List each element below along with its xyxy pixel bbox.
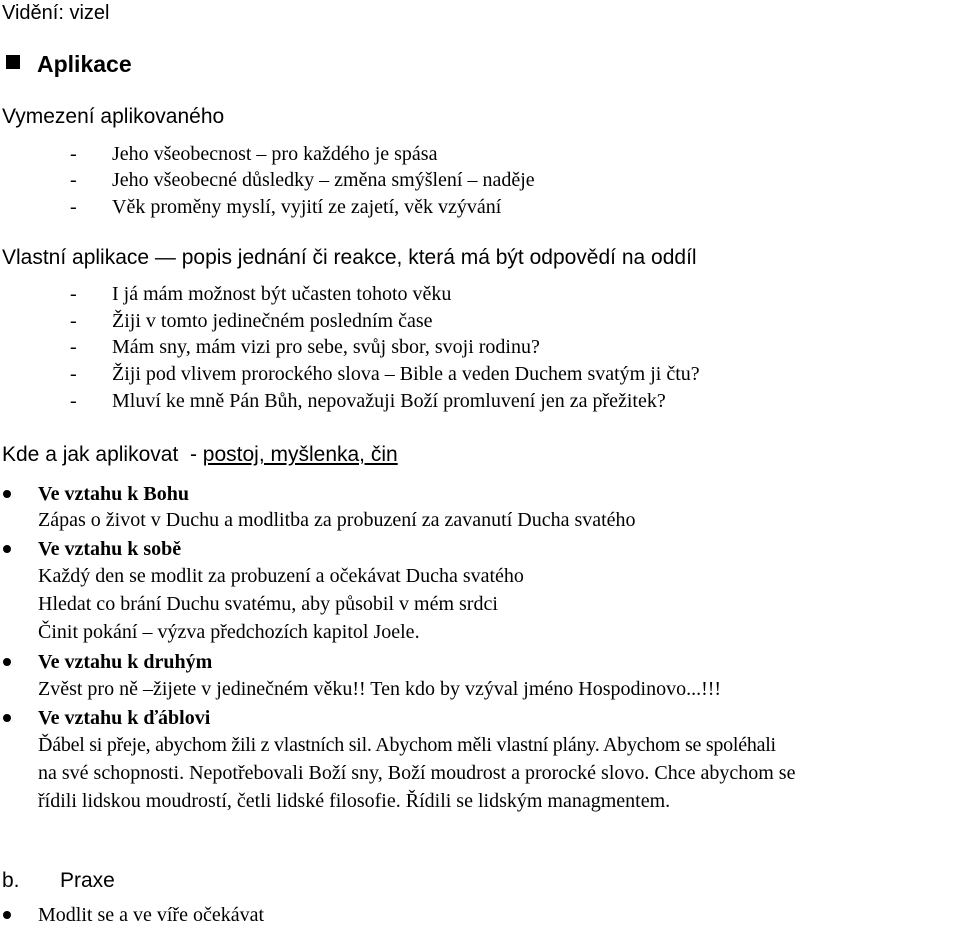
praxe-title: Praxe	[60, 869, 115, 892]
list-item-text: I já mám možnost být učasten tohoto věku	[112, 283, 452, 305]
list-item-text: Mám sny, mám vizi pro sebe, svůj sbor, svoji rodinu?	[112, 336, 540, 358]
dash-bullet: -	[70, 390, 77, 412]
bullet-icon	[3, 911, 11, 919]
list-item	[0, 335, 960, 359]
list-item-text: Jeho všeobecnost – pro každého je spása	[112, 143, 438, 165]
dash-bullet: -	[70, 169, 77, 191]
group-line: Činit pokání – výzva předchozích kapitol Joele.	[38, 621, 420, 643]
square-bullet-icon	[6, 55, 20, 69]
list-item	[0, 282, 960, 306]
dash-bullet: -	[70, 336, 77, 358]
group-line: Každý den se modlit za probuzení a očekávat Ducha svatého	[38, 565, 524, 587]
kde-heading	[2, 442, 398, 468]
group-line: Ďábel si přeje, abychom žili z vlastních sil. Abychom měli vlastní plány. Abychom se spoléhali	[38, 734, 776, 756]
bullet-icon	[3, 714, 11, 722]
vymezeni-heading: Vymezení aplikovaného	[2, 105, 225, 128]
group-title: Ve vztahu k druhým	[38, 651, 213, 673]
kde-heading-underlined: postoj, myšlenka, čin	[202, 443, 398, 466]
kde-heading-plain: Kde a jak aplikovat -	[2, 443, 203, 466]
list-item	[0, 309, 960, 333]
dash-bullet: -	[70, 143, 77, 165]
list-item	[0, 195, 960, 219]
list-item-text: Žiji pod vlivem prorockého slova – Bible a veden Duchem svatým ji čtu?	[112, 363, 700, 385]
group-title: Ve vztahu k Bohu	[38, 483, 189, 505]
group-line: Hledat co brání Duchu svatému, aby působil v mém srdci	[38, 593, 498, 615]
list-item	[0, 389, 960, 413]
vlastni-heading: Vlastní aplikace — popis jednání či reakce, která má být odpovědí na oddíl	[2, 246, 697, 269]
dash-bullet: -	[70, 310, 77, 332]
list-item-text: Jeho všeobecné důsledky – změna smýšlení – naděje	[112, 169, 535, 191]
list-item	[0, 142, 960, 166]
list-item-text: Mluví ke mně Pán Bůh, nepovažuji Boží promluvení jen za přežitek?	[112, 390, 666, 412]
list-item	[0, 168, 960, 192]
group-title: Ve vztahu k ďáblovi	[38, 707, 211, 729]
list-item-text: Žiji v tomto jedinečném posledním čase	[112, 310, 433, 332]
praxe-label: b.	[2, 869, 20, 892]
bullet-icon	[3, 490, 11, 498]
bullet-icon	[3, 545, 11, 553]
group-line: na své schopnosti. Nepotřebovali Boží sny, Boží moudrost a prorocké slovo. Chce abychom se	[38, 762, 796, 784]
dash-bullet: -	[70, 196, 77, 218]
group-line: Zápas o život v Duchu a modlitba za probuzení za zavanutí Ducha svatého	[38, 509, 636, 531]
dash-bullet: -	[70, 283, 77, 305]
section-title: Aplikace	[37, 51, 132, 77]
dash-bullet: -	[70, 363, 77, 385]
list-item-text: Věk proměny myslí, vyjití ze zajetí, věk vzývání	[112, 196, 502, 218]
bullet-icon	[3, 658, 11, 666]
group-line: Zvěst pro ně –žijete v jedinečném věku!! Ten kdo by vzýval jméno Hospodinovo...!!!	[38, 678, 722, 700]
praxe-item: Modlit se a ve víře očekávat	[38, 904, 265, 926]
list-item	[0, 362, 960, 386]
page-header: Vidění: vizel	[2, 2, 110, 24]
group-title: Ve vztahu k sobě	[38, 538, 182, 560]
group-line: řídili lidskou moudrostí, četli lidské filosofie. Řídili se lidským managmentem.	[38, 790, 671, 812]
